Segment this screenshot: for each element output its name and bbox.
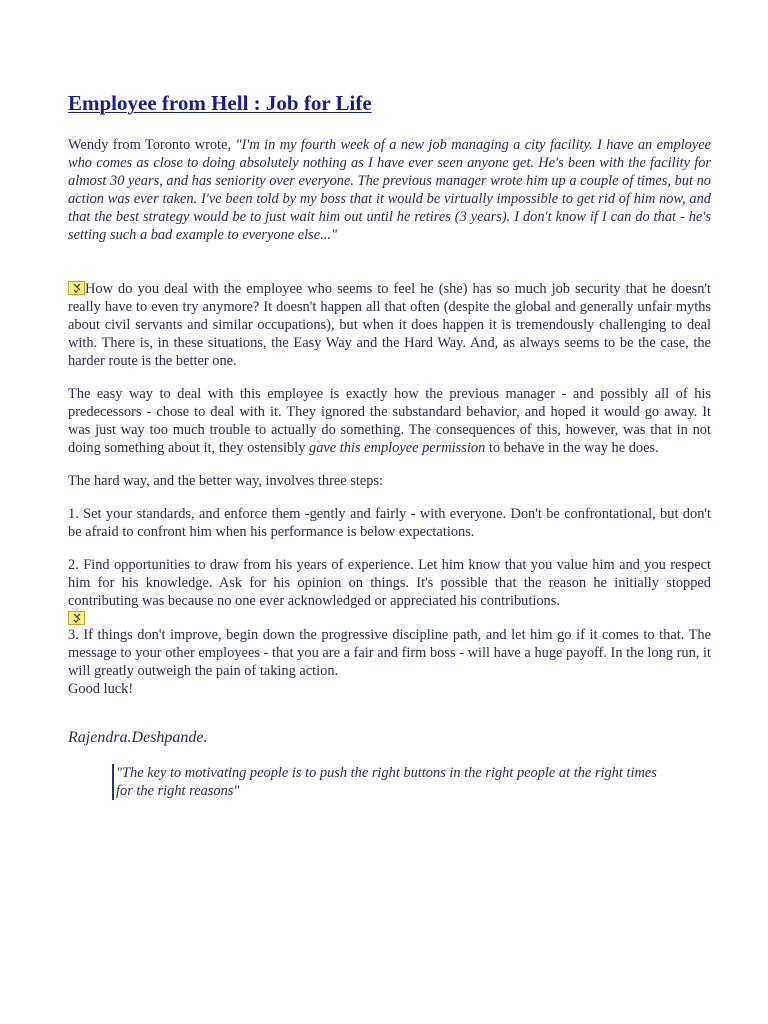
intro-paragraph	[68, 136, 711, 244]
paragraph-2-text-a: The easy way to deal with this employee is exactly how the previous manager - and possibly all of his predecessors - chose to deal with it. They ignored the substandard behavior, and hoped it would go away. It was just way too much trouble to actually do something. The consequences of this, however, was that in not doing something about it, they ostensibly	[68, 386, 711, 456]
step-1: 1. Set your standards, and enforce them -gently and fairly - with everyone. Don't be confrontational, but don't be afraid to confront him when his performance is below expectations.	[68, 506, 711, 540]
signature: Rajendra.Deshpande.	[68, 729, 208, 746]
paragraph-2-emphasis: gave this employee permission	[309, 440, 486, 456]
paragraph-2-text-b: to behave in the way he does.	[485, 440, 659, 456]
intro-prefix: Wendy from Toronto wrote,	[68, 137, 236, 153]
document-page	[68, 90, 711, 800]
paragraph-3: The hard way, and the better way, involves three steps:	[68, 473, 384, 489]
intro-quote: "I'm in my fourth week of a new job managing a city facility. I have an employee who comes as close to doing absolutely nothing as I have ever seen anyone get. He's been with the facility for almost 30 years, and has seniority over everyone. The previous manager wrote him up a couple of times, but no action was ever taken. I've been told by my boss that it would be virtually impossible to get rid of him now, and that the best strategy would be to just wait him out until he retires (3 years). I don't know if I can do that - he's setting such a bad example to everyone else..."	[68, 137, 711, 243]
closing-line: Good luck!	[68, 681, 134, 697]
paragraph-2	[68, 385, 711, 457]
step-3: 3. If things don't improve, begin down the progressive discipline path, and let him go if it comes to that. The message to your other employees - that you are a fair and firm boss - will have a huge payoff. In the long run, it will greatly outweigh the pain of taking action.	[68, 627, 711, 679]
closing-quote: "The key to motivating people is to push the right buttons in the right people at the right times for the right reasons"	[112, 764, 676, 800]
note-icon[interactable]	[68, 281, 85, 295]
page-title: Employee from Hell : Job for Life	[68, 91, 372, 115]
step-2: 2. Find opportunities to draw from his years of experience. Let him know that you value him and you respect him for his knowledge. Ask for his opinion on things. It's possible that the reason he initially stopped contributing was because no one ever acknowledged or appreciated his contributions.	[68, 557, 711, 609]
note-icon[interactable]	[68, 611, 85, 625]
paragraph-1	[68, 280, 711, 370]
paragraph-1-text: How do you deal with the employee who seems to feel he (she) has so much job security that he doesn't really have to even try anymore? It doesn't happen all that often (despite the global and generally unfair myths about civil servants and similar occupations), but when it does happen it is tremendously challenging to deal with. There is, in these situations, the Easy Way and the Hard Way. And, as always seems to be the case, the harder route is the better one.	[68, 281, 711, 369]
note-icon-row	[68, 610, 711, 626]
